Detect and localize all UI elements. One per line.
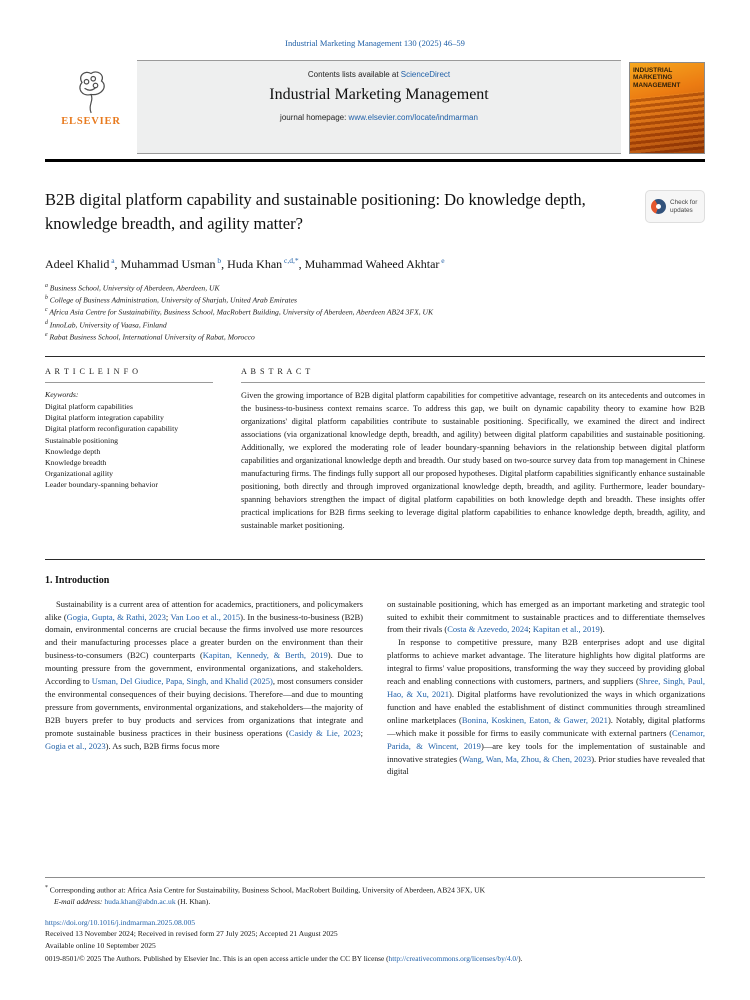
author-affiliation-marker[interactable]: b [215,255,222,265]
keywords-label: Keywords: [45,390,79,400]
author-name: Muhammad Waheed Akhtar [304,256,440,271]
author-name: Muhammad Usman [120,256,216,271]
journal-reference [0,0,750,48]
abstract-heading: A B S T R A C T [241,367,312,377]
citation-link[interactable]: Bonina, Koskinen, Eaton, & Gawer, 2021 [461,714,608,725]
text-run: , most consumers consider the environmental consequences of their buying decisions. Therefore—and due to mounting pressure from governments, environmental organizations, and stakeholders—the majority of B2B buyers prefer to buy products and services from organizations that integrate and promote sustainable business practices in their business operations ( [45,676,364,738]
citation-link[interactable]: Casidy & Lie, 2023 [288,727,361,738]
affiliation-list [45,282,705,343]
citation-link[interactable]: Gogia et al., 2023 [45,740,106,751]
email-label: E-mail address: [54,897,105,907]
text-run: ; [360,727,363,738]
crossmark-icon [651,199,666,214]
citation-link[interactable]: Costa & Azevedo, 2024 [447,624,529,635]
author-separator: , [298,256,305,271]
journal-title: Industrial Marketing Management [269,86,489,103]
received-dates: Received 13 November 2024; Received in revised form 27 July 2025; Accepted 21 August 2025 [45,929,338,939]
abstract-text: Given the growing importance of B2B digital platform capabilities for competitive advantage, research on its antecedents and outcomes in the business-to-business context remains scarce. To address this gap, we built on dynamic capability theory to examine how B2B organizations' digital platform capabilities contribute to sustainable positioning. Specifically, we examined the direct and indirect associations (via organizational knowledge depth, breadth, and agility) between digital platform capabilities and sustainable positioning. Additionally, we explored the moderating role of leader boundary-spanning behaviors in the relationship between digital platform capabilities and organizational knowledge depth and breadth. Our study based on two-source survey data from top management in Chinese manufacturing firms. The findings fully support all our proposed hypotheses. Digital platform capabilities significantly enhance sustainable positioning, both directly and through improved organizational knowledge depth, breadth, and agility. Furthermore, leader boundary-spanning behaviors strengthen the impact of digital platform capabilities on both knowledge depth and breadth. These insights offer practical implications for B2B firms seeking to leverage digital platform capabilities to enhance knowledge depth, breadth, agility, and sustainable market positioning. [241,391,705,530]
article-info-column [45,367,213,532]
copyright-suffix: ). [518,953,523,963]
abstract-rule [241,382,705,383]
text-run: ). As such, B2B firms focus more [105,740,220,751]
email-line [45,896,705,907]
keyword-item: Digital platform capabilities [45,402,133,412]
license-link[interactable]: http://creativecommons.org/licenses/by/4.0/ [388,953,519,963]
check-for-updates-label: Check for updates [670,198,698,214]
copyright-line [45,953,705,964]
text-run: ). Due to mounting pressure from the government, environmental organizations, and stakeholders. According to [45,650,363,687]
citation-link[interactable]: Cenamor, Parida, & Wincent, 2019 [387,727,705,751]
sciencedirect-link[interactable]: ScienceDirect [400,70,451,79]
author-separator: , [114,256,121,271]
citation-link[interactable]: Kapitan, Kennedy, & Berth, 2019 [202,650,328,661]
footnote-area [45,877,705,964]
keyword-item: Knowledge breadth [45,457,107,467]
affiliation-marker: d [45,319,48,326]
elsevier-wordmark: ELSEVIER [61,116,121,127]
citation-link[interactable]: Kapitan et al., 2019 [532,624,600,635]
article-title: B2B digital platform capability and sustainable positioning: Do knowledge depth, knowledge breadth, and agility matter? [45,190,586,233]
author-name: Adeel Khalid [45,256,110,271]
journal-homepage-line [145,113,613,122]
journal-cover-cell [621,60,705,154]
keyword-item: Sustainable positioning [45,435,118,445]
elsevier-logo[interactable] [45,60,137,154]
affiliation-line: $^a$ Business School, University of Aberdeen, Aberdeen, UK [45,282,220,293]
intro-column-right [387,598,705,779]
abstract-column [241,367,705,532]
body-columns [45,598,705,779]
text-run: ). Digital platforms have revolutionized the ways in which organizations function and have enabled the establishment of distinct communities through streamlined online marketplaces ( [387,688,706,725]
email-suffix: (H. Khan). [175,897,211,907]
corresponding-author-note [45,884,705,896]
text-run: on sustainable positioning, which has emerged as an important marketing and strategic tool suited to exhibit their commitment to sustainable practices and to differentiate themselves from their rivals ( [387,598,705,635]
introduction-heading: 1. Introduction [45,574,110,586]
corresponding-author-text: Corresponding author at: Africa Asia Centre for Sustainability, Business School, MacRobert Building, University of Aberdeen, AB24 3FX, UK [47,885,486,895]
contents-lists-line [145,70,613,79]
section-divider-bottom [45,559,705,560]
citation-link[interactable]: Gogia, Gupta, & Rathi, 2023 [66,611,166,622]
article-info-heading: A R T I C L E I N F O [45,367,140,377]
email-link[interactable]: huda.khan@abdn.ac.uk [104,897,176,907]
affiliation-marker: a [45,282,48,289]
text-run: In response to competitive pressure, many B2B enterprises adopt and use digital platforms to achieve market advantage. The literature highlights how digital platforms are integral to firms' value propositions, transforming the way they succeed by providing global reach and enabling connections with customers, partners, and suppliers ( [387,637,705,687]
footnote-rule [45,877,705,878]
text-run: ). Notably, digital platforms—which make it possible for firms to easily communicate with external partners ( [387,714,705,738]
affiliation-marker: b [45,295,48,302]
journal-cover-thumbnail[interactable] [629,62,705,154]
title-row [45,188,705,236]
masthead [45,60,705,162]
citation-link[interactable]: Wang, Wan, Ma, Zhou, & Chen, 2023 [462,753,592,764]
keyword-item: Digital platform reconfiguration capability [45,424,179,434]
article-info-rule [45,382,213,383]
author-name: Huda Khan [227,256,283,271]
copyright-text: 0019-8501/© 2025 The Authors. Published by Elsevier Inc. This is an open access article under the CC BY license ( [45,953,389,963]
footnote-marker: * [45,885,48,892]
author-separator: , [221,256,228,271]
text-run: Sustainability is a current area of attention for academics, practitioners, and policymakers alike ( [45,598,363,622]
introduction-section [45,575,705,779]
keyword-item: Leader boundary-spanning behavior [45,479,159,489]
text-run: ). Prior studies have revealed that digital [387,753,706,777]
body-paragraph [387,598,705,637]
citation-link[interactable]: Shree, Singh, Paul, Hao, & Xu, 2021 [387,676,705,699]
doi-block [45,917,705,952]
keyword-item: Organizational agility [45,468,114,478]
keyword-item: Digital platform integration capability [45,413,164,423]
text-run: ). [599,624,605,635]
affiliation-marker: e [45,332,48,339]
elsevier-tree-icon [68,66,114,114]
affiliation-line: $^e$ Rabat Business School, International University of Rabat, Morocco [45,332,255,342]
info-abstract-section [45,357,705,545]
journal-reference-link[interactable]: Industrial Marketing Management 130 (2025) 46–59 [285,38,465,48]
available-online: Available online 10 September 2025 [45,941,156,951]
doi-link[interactable]: https://doi.org/10.1016/j.indmarman.2025.08.005 [45,917,196,927]
author-affiliation-marker[interactable]: c,d,* [282,255,299,265]
body-paragraph [45,598,363,753]
homepage-label: journal homepage: [280,113,349,122]
journal-homepage-link[interactable]: www.elsevier.com/locate/indmarman [348,113,478,122]
affiliation-marker: c [45,307,48,314]
affiliation-line: $^d$ InnoLab, University of Vaasa, Finland [45,319,167,330]
intro-column-left [45,598,363,779]
contents-lists-text: Contents lists available at [307,70,401,79]
author-affiliation-marker[interactable]: a [109,255,115,265]
author-affiliation-marker[interactable]: e [439,255,445,265]
body-paragraph [387,636,705,778]
journal-cover-title: INDUSTRIAL MARKETING MANAGEMENT [633,67,681,89]
keyword-list [45,401,213,490]
author-list [45,256,705,272]
citation-link[interactable]: Usman, Del Giudice, Papa, Singh, and Khalid (2025) [91,676,273,687]
keyword-item: Knowledge depth [45,446,101,456]
text-run: )—are key tools for the implementation of sustainable and innovative strategies ( [387,740,706,764]
affiliation-line: $^b$ College of Business Administration, University of Sharjah, United Arab Emirates [45,295,297,305]
citation-link[interactable]: Van Loo et al., 2015 [170,611,241,622]
journal-cover-pattern [630,91,704,154]
masthead-center [137,60,621,154]
text-run: ). In the business-to-business (B2B) domain, environmental concerns are crucial because the firms involved use more resources and their manufacturing processes place a greater burden on the environment than their business-to-consumers (B2C) counterparts ( [45,611,363,661]
text-run: ; [528,624,533,635]
check-for-updates-badge[interactable] [645,190,705,223]
text-run: ; [165,611,171,622]
affiliation-line: $^c$ Africa Asia Centre for Sustainability, Business School, MacRobert Building, University of Aberdeen, Aberdeen AB24 3FX, UK [45,307,434,317]
